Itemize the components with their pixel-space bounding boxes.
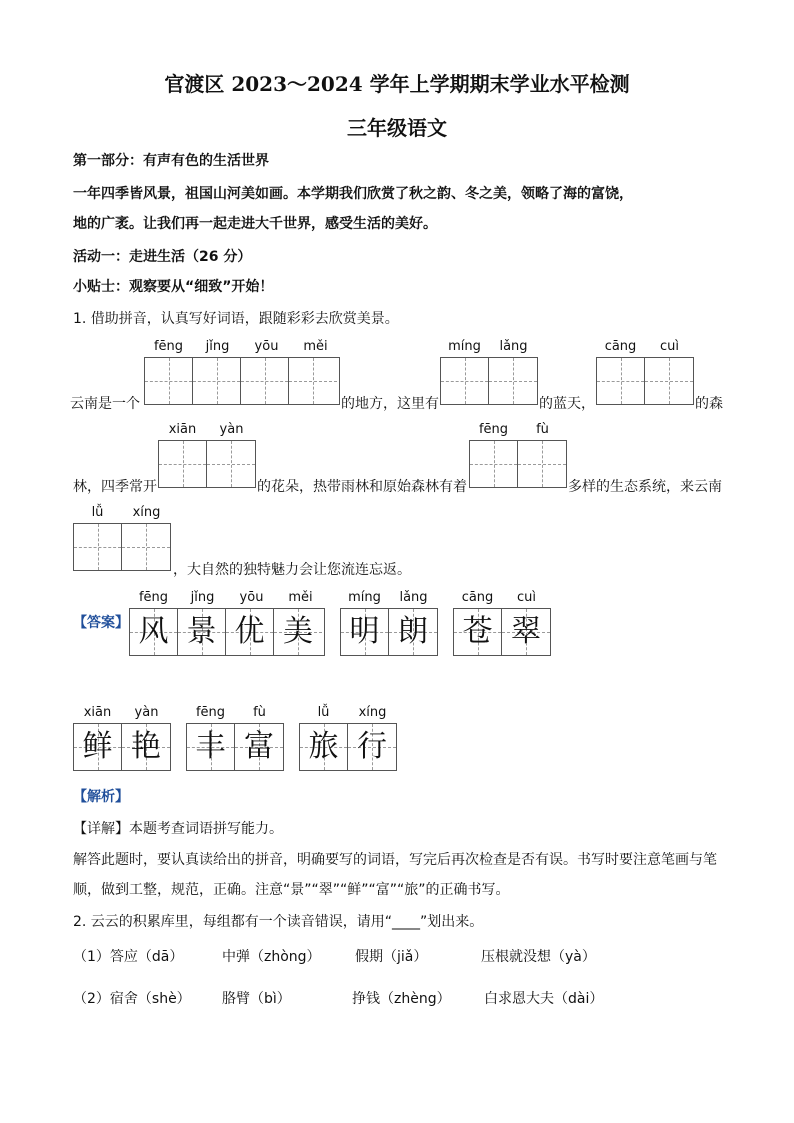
pinyin: fēng xyxy=(138,590,169,605)
pinyin: fù xyxy=(253,705,266,720)
pinyin: yōu xyxy=(239,590,264,605)
answer-char: 景 xyxy=(186,614,217,649)
writing-cell[interactable] xyxy=(207,441,255,487)
pinyin: lǚ xyxy=(91,505,104,520)
q2-stem: 2. 云云的积累库里，每组都有一个读音错误，请用“____”划出来。 xyxy=(73,914,484,930)
q2-item: 中弹（zhòng） xyxy=(222,949,321,965)
q2-item: 假期（jiǎ） xyxy=(355,949,428,965)
pinyin: lǎng xyxy=(399,590,428,605)
q1-stem: 1. 借助拼音，认真写好词语，跟随彩彩去欣赏美景。 xyxy=(73,311,399,327)
writing-cell[interactable] xyxy=(145,358,193,404)
tip-line: 小贴士：观察要从“细致”开始！ xyxy=(73,279,274,295)
q1-text: 的蓝天， xyxy=(539,396,595,412)
pinyin: cuì xyxy=(517,590,536,605)
pinyin: yàn xyxy=(219,422,244,437)
answer-char: 明 xyxy=(349,614,380,649)
intro-line-2: 地的广袤。让我们再一起走进大千世界，感受生活的美好。 xyxy=(73,216,437,232)
writing-cell[interactable] xyxy=(441,358,489,404)
writing-cell[interactable] xyxy=(241,358,289,404)
answer-char: 旅 xyxy=(308,729,339,764)
writing-grid-cangcui[interactable] xyxy=(596,357,694,405)
pinyin: xíng xyxy=(132,505,161,520)
pinyin: fēng xyxy=(153,339,184,354)
activity1-heading: 活动一：走进生活（26 分） xyxy=(73,249,252,265)
pinyin: míng xyxy=(348,590,381,605)
q1-text: ，大自然的独特魅力会让您流连忘返。 xyxy=(173,562,411,578)
answer-grid xyxy=(73,723,171,771)
answer-grid xyxy=(453,608,551,656)
q1-text: 云南是一个 xyxy=(70,396,140,412)
answer-char: 苍 xyxy=(462,614,493,649)
answer-grid xyxy=(340,608,438,656)
q1-text: 林，四季常开 xyxy=(73,479,157,495)
writing-grid-fengjingyoumei[interactable] xyxy=(144,357,340,405)
answer-char: 富 xyxy=(244,729,274,764)
writing-cell[interactable] xyxy=(470,441,518,487)
pinyin: yōu xyxy=(254,339,279,354)
q2-item: （1）答应（dā） xyxy=(73,949,184,965)
answer-char: 艳 xyxy=(131,729,161,764)
answer-char: 美 xyxy=(283,614,313,649)
pinyin: lǚ xyxy=(317,705,330,720)
answer-char: 行 xyxy=(357,729,387,764)
pinyin: jǐng xyxy=(190,590,215,605)
pinyin: cāng xyxy=(461,590,494,605)
q2-item: （2）宿舍（shè） xyxy=(73,991,191,1007)
answer-char: 优 xyxy=(234,614,265,649)
pinyin: fēng xyxy=(478,422,509,437)
intro-line-1: 一年四季皆风景，祖国山河美如画。本学期我们欣赏了秋之韵、冬之美，领略了海的富饶， xyxy=(73,186,633,202)
explain-line-2: 顺，做到工整，规范，正确。注意“景”“翠”“鲜”“富”“旅”的正确书写。 xyxy=(73,882,510,898)
pinyin: cuì xyxy=(660,339,679,354)
pinyin: lǎng xyxy=(499,339,528,354)
pinyin: měi xyxy=(288,590,313,605)
pinyin: xíng xyxy=(358,705,387,720)
writing-cell[interactable] xyxy=(74,524,122,570)
q1-text: 的地方，这里有 xyxy=(341,396,439,412)
writing-cell[interactable] xyxy=(518,441,566,487)
q1-text: 的森 xyxy=(695,396,723,412)
answer-char: 朗 xyxy=(398,614,428,649)
writing-grid-fengfu[interactable] xyxy=(469,440,567,488)
writing-cell[interactable] xyxy=(193,358,241,404)
pinyin: míng xyxy=(448,339,481,354)
answer-grid xyxy=(299,723,397,771)
detail-line: 【详解】本题考查词语拼写能力。 xyxy=(73,821,283,837)
q1-text: 的花朵，热带雨林和原始森林有着 xyxy=(257,479,467,495)
answer-grid xyxy=(129,608,325,656)
answer-grid xyxy=(186,723,284,771)
page-title: 官渡区 2023～2024 学年上学期期末学业水平检测 xyxy=(164,72,630,96)
answer-char: 翠 xyxy=(511,614,541,649)
q2-item: 白求恩大夫（dài） xyxy=(484,991,604,1007)
writing-grid-lvxing[interactable] xyxy=(73,523,171,571)
pinyin: yàn xyxy=(134,705,159,720)
answer-char: 丰 xyxy=(195,729,226,764)
writing-cell[interactable] xyxy=(597,358,645,404)
answer-tag: 【答案】 xyxy=(73,615,129,631)
pinyin: měi xyxy=(303,339,328,354)
writing-cell[interactable] xyxy=(645,358,693,404)
analysis-tag: 【解析】 xyxy=(73,789,129,805)
pinyin: xiān xyxy=(83,705,112,720)
writing-grid-xianyan[interactable] xyxy=(158,440,256,488)
page-subtitle: 三年级语文 xyxy=(347,116,447,140)
writing-grid-minglang[interactable] xyxy=(440,357,538,405)
writing-cell[interactable] xyxy=(289,358,337,404)
q2-item: 胳臂（bì） xyxy=(222,991,291,1007)
q2-item: 挣钱（zhèng） xyxy=(352,991,451,1007)
pinyin: fēng xyxy=(195,705,226,720)
pinyin: fù xyxy=(536,422,549,437)
writing-cell[interactable] xyxy=(489,358,537,404)
pinyin: jǐng xyxy=(205,339,230,354)
writing-cell[interactable] xyxy=(122,524,170,570)
q1-text: 多样的生态系统，来云南 xyxy=(568,479,722,495)
q2-item: 压根就没想（yà） xyxy=(481,949,596,965)
writing-cell[interactable] xyxy=(159,441,207,487)
pinyin: cāng xyxy=(604,339,637,354)
answer-char: 鲜 xyxy=(82,729,113,764)
explain-line-1: 解答此题时，要认真读给出的拼音，明确要写的词语，写完后再次检查是否有误。书写时要注意笔画与笔 xyxy=(73,852,717,868)
answer-char: 风 xyxy=(138,614,169,649)
pinyin: xiān xyxy=(168,422,197,437)
part1-heading: 第一部分：有声有色的生活世界 xyxy=(73,153,269,169)
